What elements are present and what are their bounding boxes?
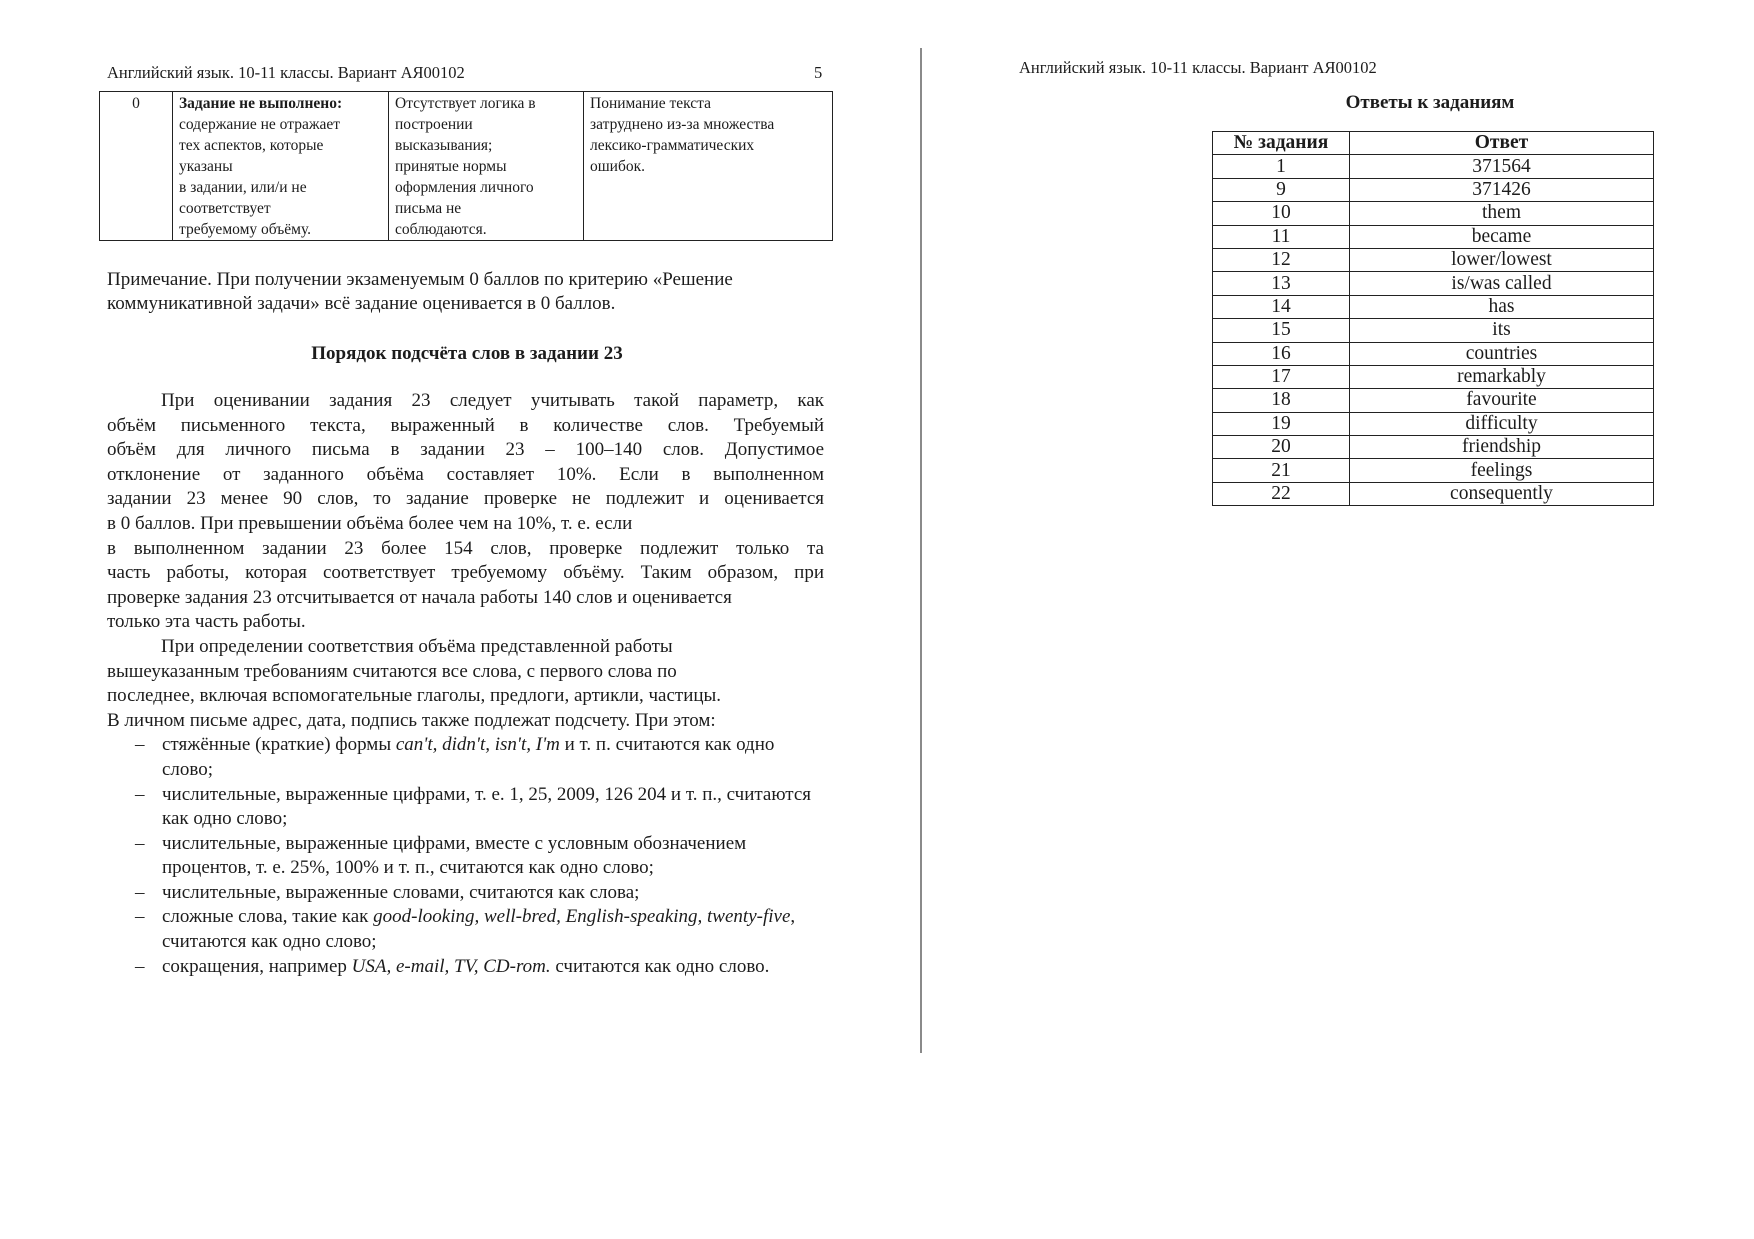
answer-cell: became (1350, 225, 1654, 248)
criteria-language-line: затруднено из-за множества (590, 116, 775, 133)
criteria-logic-cell (389, 92, 584, 241)
table-row (1213, 248, 1654, 271)
task-number: 17 (1213, 365, 1350, 388)
table-row (1213, 342, 1654, 365)
answer-cell: them (1350, 202, 1654, 225)
criteria-logic-line: оформления личного (395, 179, 534, 196)
list-item-text: сложные слова, такие как (162, 906, 374, 928)
paragraph-2 (107, 635, 824, 733)
task-number: 10 (1213, 202, 1350, 225)
criteria-content-line: в задании, или/и не (179, 179, 307, 196)
answer-cell: difficulty (1350, 412, 1654, 435)
table-row (1213, 178, 1654, 201)
list-item-text: и т. п. считаются как одно слово; (162, 734, 775, 780)
list-item-text: сокращения, например (162, 955, 352, 977)
page-divider (920, 48, 922, 1053)
task-number: 1 (1213, 155, 1350, 178)
table-row (1213, 225, 1654, 248)
answer-cell: has (1350, 295, 1654, 318)
text-line: объём письменного текста, выраженный в количестве слов. Требуемый (107, 414, 824, 436)
criteria-language-line: Понимание текста (590, 95, 711, 112)
text-line: При определении соответствия объёма представленной работы (161, 635, 673, 657)
column-header-number: № задания (1213, 132, 1350, 155)
criteria-logic-line: соблюдаются. (395, 221, 487, 238)
list-item-text: стяжённые (краткие) формы (162, 734, 396, 756)
criteria-score: 0 (100, 92, 173, 241)
criteria-language-cell (584, 92, 833, 241)
word-count-rules-list (107, 733, 824, 979)
answer-cell: favourite (1350, 389, 1654, 412)
criteria-content-line: требуемому объёму. (179, 221, 312, 238)
criteria-content-line: тех аспектов, которые (179, 137, 324, 154)
answer-cell: is/was called (1350, 272, 1654, 295)
section-title: Порядок подсчёта слов в задании 23 (311, 343, 623, 364)
text-line: отклонение от заданного объёма составляет 10%. Если в выполненном (107, 463, 824, 485)
text-line: задании 23 менее 90 слов, то задание проверке не подлежит и оценивается (107, 488, 824, 510)
list-dash: – (135, 734, 145, 756)
text-line: последнее, включая вспомогательные глаголы, предлоги, артикли, частицы. (107, 685, 722, 707)
list-item-text: числительные, выраженные словами, считаются как слова; (162, 881, 640, 903)
table-row (1213, 482, 1654, 505)
answer-cell: lower/lowest (1350, 248, 1654, 271)
criteria-table (99, 91, 833, 241)
text-line: вышеуказанным требованиям считаются все слова, с первого слова по (107, 660, 677, 682)
table-row (1213, 155, 1654, 178)
list-item (107, 955, 824, 980)
criteria-row (100, 92, 833, 241)
list-item (107, 783, 824, 832)
task-number: 9 (1213, 178, 1350, 201)
task-number: 15 (1213, 319, 1350, 342)
table-row (1213, 412, 1654, 435)
table-row (1213, 459, 1654, 482)
list-item-example: can't, didn't, isn't, I'm (395, 734, 560, 756)
text-line: только эта часть работы. (107, 611, 306, 633)
list-item-example: good-looking, well-bred, English-speaking, twenty-five (373, 906, 791, 928)
task-number: 14 (1213, 295, 1350, 318)
answer-cell: remarkably (1350, 365, 1654, 388)
table-row (1213, 295, 1654, 318)
text-line: При оценивании задания 23 следует учитывать такой параметр, как (161, 390, 824, 411)
table-row (1213, 319, 1654, 342)
task-number: 19 (1213, 412, 1350, 435)
left-page-header: Английский язык. 10-11 классы. Вариант АЯ00102 (107, 63, 465, 82)
text-line: часть работы, которая соответствует требуемому объёму. Таким образом, при (107, 562, 824, 584)
answers-header-row (1213, 132, 1654, 155)
list-item (107, 881, 824, 906)
list-dash: – (135, 906, 145, 928)
page-number: 5 (814, 63, 823, 82)
note-line: коммуникативной задачи» всё задание оценивается в 0 баллов. (107, 293, 616, 314)
table-row (1213, 389, 1654, 412)
column-header-answer: Ответ (1350, 132, 1654, 155)
criteria-language-line: ошибок. (590, 158, 646, 175)
answer-cell: consequently (1350, 482, 1654, 505)
criteria-logic-line: письма не (395, 200, 462, 217)
body-text (107, 389, 824, 979)
task-number: 13 (1213, 272, 1350, 295)
answer-cell: friendship (1350, 436, 1654, 459)
criteria-content-title: Задание не выполнено: (179, 95, 343, 112)
criteria-logic-line: Отсутствует логика в (395, 95, 536, 112)
paragraph-1 (107, 389, 824, 635)
table-row (1213, 272, 1654, 295)
criteria-logic-line: построении (395, 116, 473, 133)
task-number: 11 (1213, 225, 1350, 248)
task-number: 18 (1213, 389, 1350, 412)
criteria-content-line: указаны (179, 158, 233, 175)
list-item-text: считаются как одно слово. (550, 955, 770, 977)
list-dash: – (135, 783, 145, 805)
criteria-content-line: соответствует (179, 200, 271, 217)
text-line: в выполненном задании 23 более 154 слов, проверке подлежит только та (107, 537, 824, 559)
task-number: 20 (1213, 436, 1350, 459)
list-item-example: USA, e-mail, TV, CD-rom. (351, 955, 551, 977)
list-dash: – (135, 955, 145, 977)
note-line: Примечание. При получении экзаменуемым 0 баллов по критерию «Решение (107, 269, 733, 290)
task-number: 21 (1213, 459, 1350, 482)
text-line: проверке задания 23 отсчитывается от начала работы 140 слов и оценивается (107, 586, 732, 608)
task-number: 16 (1213, 342, 1350, 365)
list-dash: – (135, 832, 145, 854)
note (107, 268, 827, 316)
list-item (107, 905, 824, 954)
right-page-header: Английский язык. 10-11 классы. Вариант АЯ00102 (1019, 58, 1377, 77)
list-item (107, 733, 824, 782)
answer-cell: countries (1350, 342, 1654, 365)
list-item-text: числительные, выраженные цифрами, т. е. 1, 25, 2009, 126 204 и т. п., считаются как одно слово; (162, 783, 812, 830)
answer-cell: 371426 (1350, 178, 1654, 201)
criteria-content-line: содержание не отражает (179, 116, 341, 133)
answers-title: Ответы к заданиям (1345, 92, 1515, 113)
answer-cell: its (1350, 319, 1654, 342)
criteria-logic-line: принятые нормы (395, 158, 507, 175)
list-dash: – (135, 881, 145, 903)
table-row (1213, 202, 1654, 225)
criteria-language-line: лексико-грамматических (590, 137, 755, 154)
answer-cell: feelings (1350, 459, 1654, 482)
criteria-logic-line: высказывания; (395, 137, 493, 154)
table-row (1213, 436, 1654, 459)
answers-table (1212, 131, 1654, 506)
task-number: 22 (1213, 482, 1350, 505)
table-row (1213, 365, 1654, 388)
list-item-text: числительные, выраженные цифрами, вместе с условным обозначением процентов, т. е. 25%, 100% и т. п., считаются как одно слово; (162, 832, 747, 879)
list-item (107, 832, 824, 881)
text-line: В личном письме адрес, дата, подпись также подлежат подсчету. При этом: (107, 709, 716, 731)
task-number: 12 (1213, 248, 1350, 271)
text-line: в 0 баллов. При превышении объёма более чем на 10%, т. е. если (107, 512, 633, 534)
text-line: объём для личного письма в задании 23 – 100–140 слов. Допустимое (107, 439, 824, 461)
answer-cell: 371564 (1350, 155, 1654, 178)
criteria-content-cell (173, 92, 389, 241)
list-item-text: , считаются как одно слово; (162, 906, 796, 953)
